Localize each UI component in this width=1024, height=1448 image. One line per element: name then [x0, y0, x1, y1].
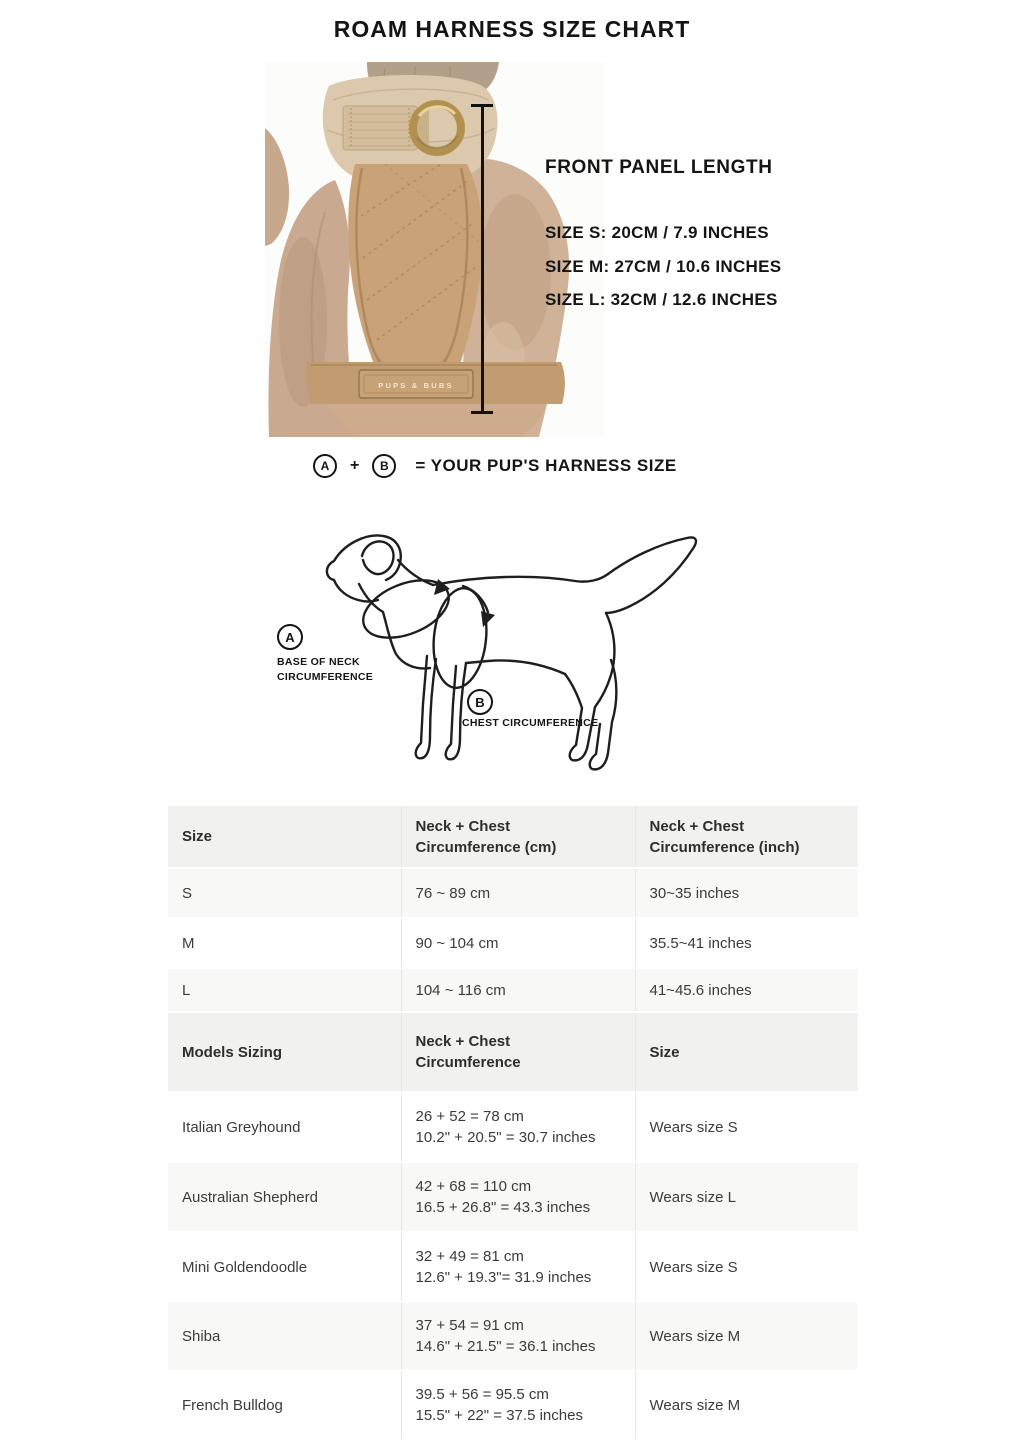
models-circumference-col-line2: Circumference [415, 1054, 521, 1071]
measurement-cm-line: 42 + 68 = 110 cm [415, 1178, 532, 1195]
front-panel-size-m: SIZE M: 27CM / 10.6 INCHES [545, 256, 782, 276]
measurement-cm-line: 26 + 52 = 78 cm [415, 1108, 524, 1125]
inch-col-header-line1: Neck + Chest [649, 817, 745, 835]
harness-size-formula [313, 452, 677, 480]
size-cell: S [168, 868, 401, 918]
size-table [168, 806, 858, 1441]
chest-measure-loop [429, 586, 495, 691]
models-circumference-col-header [401, 1012, 635, 1092]
measure-stem [481, 104, 484, 414]
measurement-cell [401, 1162, 635, 1232]
models-circumference-col-line1: Neck + Chest [415, 1033, 511, 1050]
table-row-australian-shepherd [168, 1162, 858, 1232]
model-cell: Mini Goldendoodle [168, 1232, 401, 1302]
size-cell: L [168, 968, 401, 1012]
measurement-cell [401, 1092, 635, 1162]
model-cell: Australian Shepherd [168, 1162, 401, 1232]
measure-cap-bottom [471, 411, 493, 414]
harness-chest-panel [348, 164, 482, 364]
model-cell: Shiba [168, 1302, 401, 1370]
cm-cell: 104 ~ 116 cm [401, 968, 635, 1012]
cm-col-header-line1: Neck + Chest [415, 817, 511, 835]
front-panel-size-s: SIZE S: 20CM / 7.9 INCHES [545, 223, 769, 242]
inch-cell: 41~45.6 inches [635, 968, 858, 1012]
size-table-header-row [168, 806, 858, 868]
wears-size-cell: Wears size L [635, 1162, 858, 1232]
table-row-size-s [168, 868, 858, 918]
measurement-cm-line: 39.5 + 56 = 95.5 cm [415, 1386, 549, 1403]
measurement-cell [401, 1370, 635, 1440]
formula-a-marker: A [313, 454, 337, 478]
diagram-b-caption: CHEST CIRCUMFERENCE [462, 717, 599, 729]
table-row-french-bulldog [168, 1370, 858, 1440]
table-row-shiba [168, 1302, 858, 1370]
models-size-col-header: Size [635, 1012, 858, 1092]
front-panel-measure-line [471, 104, 493, 414]
measurement-cm-line: 32 + 49 = 81 cm [415, 1248, 524, 1265]
table-row-italian-greyhound [168, 1092, 858, 1162]
formula-b-marker: B [372, 454, 396, 478]
diagram-a-caption [277, 655, 373, 685]
wears-size-cell: Wears size M [635, 1370, 858, 1440]
dog-outline [327, 536, 696, 770]
table-row-size-m [168, 918, 858, 968]
measurement-inch-line: 15.5" + 22" = 37.5 inches [415, 1407, 583, 1424]
diagram-a-marker: A [277, 624, 303, 650]
cm-col-header [401, 806, 635, 868]
inch-cell: 35.5~41 inches [635, 918, 858, 968]
front-panel-heading: FRONT PANEL LENGTH [545, 157, 773, 178]
models-col-header: Models Sizing [168, 1012, 401, 1092]
cm-cell: 90 ~ 104 cm [401, 918, 635, 968]
page-title: ROAM HARNESS SIZE CHART [333, 16, 691, 42]
models-table-header-row [168, 1012, 858, 1092]
wears-size-cell: Wears size S [635, 1232, 858, 1302]
formula-plus: + [350, 457, 360, 474]
cm-col-header-line2: Circumference (cm) [415, 838, 557, 856]
front-panel-size-l: SIZE L: 32CM / 12.6 INCHES [545, 290, 778, 309]
measurement-inch-line: 14.6" + 21.5" = 36.1 inches [415, 1338, 596, 1355]
measurement-cell [401, 1302, 635, 1370]
diagram-a-caption-line2: CIRCUMFERENCE [277, 671, 374, 683]
front-panel-sizes [545, 216, 781, 317]
size-cell: M [168, 918, 401, 968]
diagram-b-marker: B [467, 689, 493, 715]
front-panel-info [545, 157, 781, 317]
wears-size-cell: Wears size S [635, 1092, 858, 1162]
table-row-size-l [168, 968, 858, 1012]
formula-result: = YOUR PUP'S HARNESS SIZE [415, 456, 677, 475]
brand-label [359, 370, 473, 398]
cm-cell: 76 ~ 89 cm [401, 868, 635, 918]
model-cell: Italian Greyhound [168, 1092, 401, 1162]
size-col-header: Size [168, 806, 401, 868]
wears-size-cell: Wears size M [635, 1302, 858, 1370]
inch-col-header-line2: Circumference (inch) [649, 838, 800, 856]
measurement-inch-line: 16.5 + 26.8" = 43.3 inches [415, 1199, 591, 1216]
table-row-mini-goldendoodle [168, 1232, 858, 1302]
diagram-a-caption-line1: BASE OF NECK [277, 656, 360, 668]
inch-col-header [635, 806, 858, 868]
measurement-cm-line: 37 + 54 = 91 cm [415, 1317, 524, 1334]
inch-cell: 30~35 inches [635, 868, 858, 918]
measurement-inch-line: 12.6" + 19.3"= 31.9 inches [415, 1269, 592, 1286]
measurement-inch-line: 10.2" + 20.5" = 30.7 inches [415, 1129, 596, 1146]
measurement-cell [401, 1232, 635, 1302]
model-cell: French Bulldog [168, 1370, 401, 1440]
brand-label-text: PUPS & BUBS [378, 381, 454, 390]
